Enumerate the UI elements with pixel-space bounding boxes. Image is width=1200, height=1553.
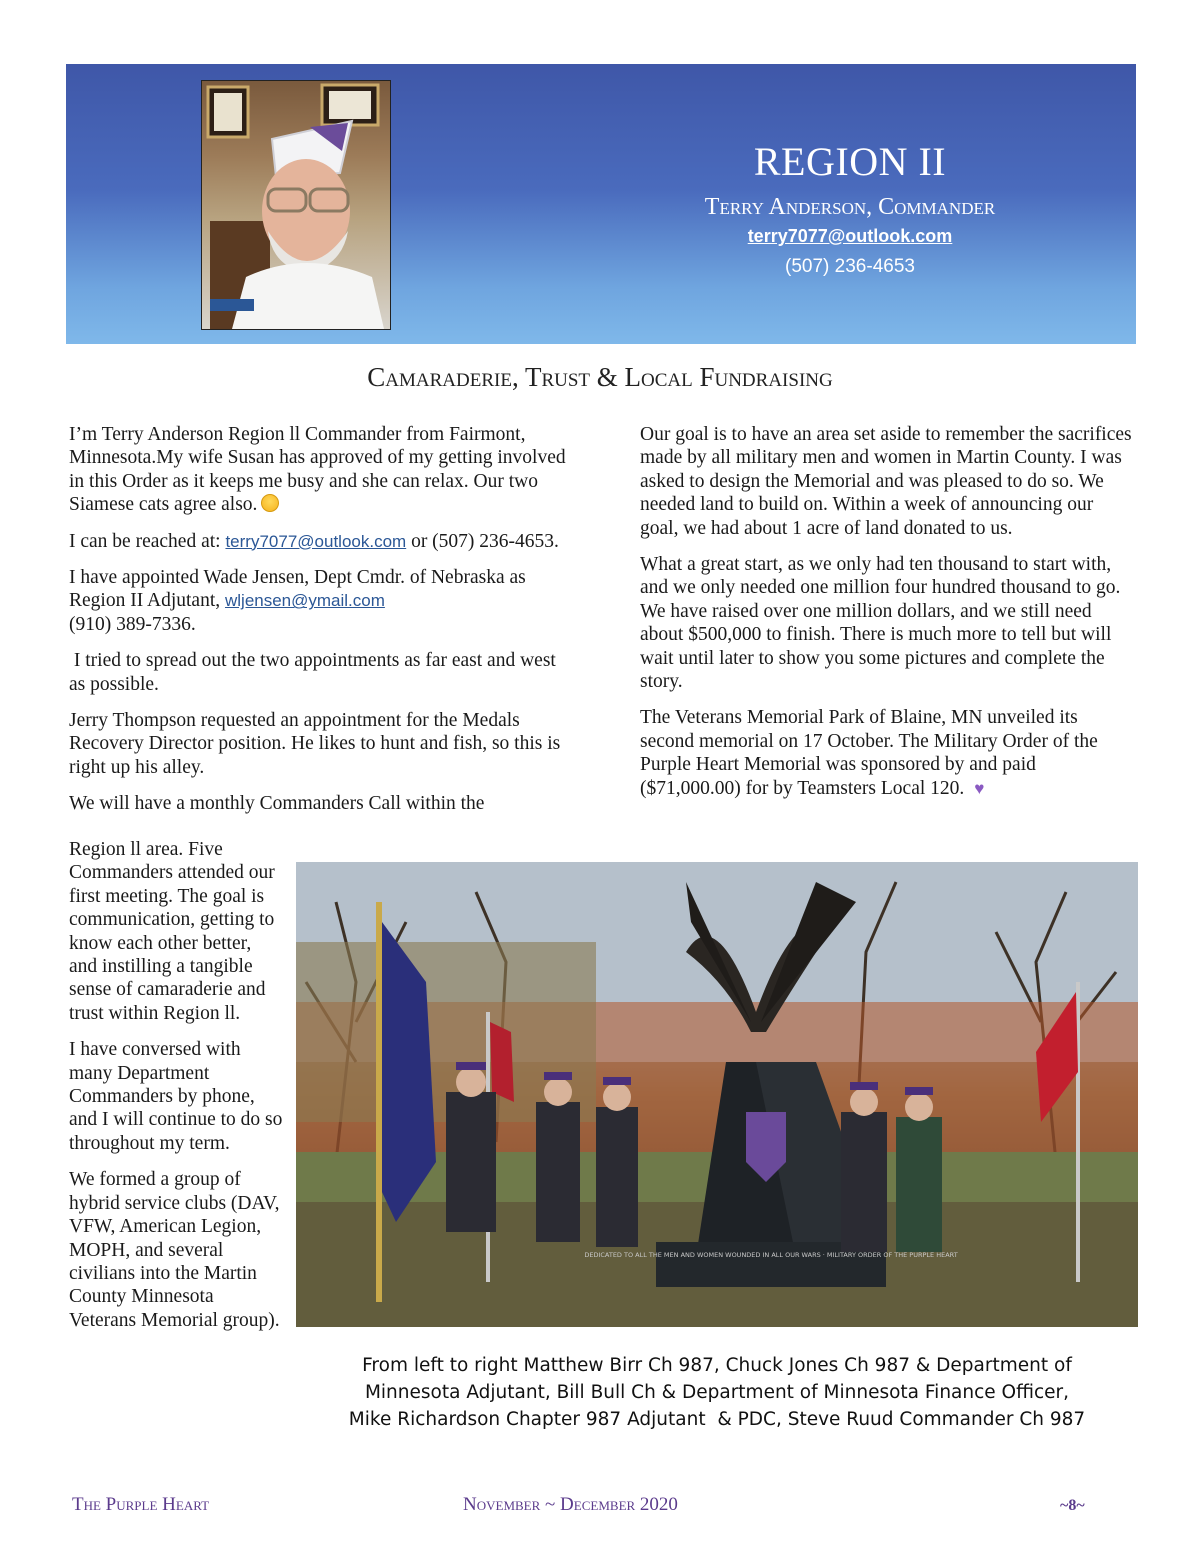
left-column-narrow bbox=[69, 838, 284, 1345]
caption-line: Minnesota Adjutant, Bill Bull Ch & Department of Minnesota Finance Officer, bbox=[364, 1382, 1070, 1403]
paragraph: I tried to spread out the two appointments as far east and west as possible. bbox=[69, 650, 561, 695]
purple-heart-icon: ♥ bbox=[974, 778, 985, 798]
right-column bbox=[640, 423, 1135, 813]
memorial-photo bbox=[296, 862, 1138, 1327]
email-link[interactable]: terry7077@outlook.com bbox=[225, 531, 407, 551]
commander-portrait bbox=[201, 80, 391, 330]
monument-inscription: DEDICATED TO ALL THE MEN AND WOMEN WOUNDED IN ALL OUR WARS · MILITARY ORDER OF THE PURPLE HEART bbox=[584, 1251, 958, 1259]
paragraph-text: I can be reached at: bbox=[69, 530, 221, 552]
paragraph bbox=[69, 423, 569, 517]
paragraph: I have conversed with many Department Commanders by phone, and I will continue to do so throughout my term. bbox=[69, 1039, 283, 1154]
paragraph: Jerry Thompson requested an appointment for the Medals Recovery Director position. He likes to hunt and fish, so this is right up his alley. bbox=[69, 710, 561, 778]
footer-issue: November ~ December 2020 bbox=[463, 1494, 678, 1515]
paragraph-text: or (507) 236-4653. bbox=[411, 530, 559, 552]
paragraph-text: I have appointed Wade Jensen, Dept Cmdr. of Nebraska as Region II Adjutant, bbox=[69, 567, 526, 612]
caption-line: Mike Richardson Chapter 987 Adjutant & PDC, Steve Ruud Commander Ch 987 bbox=[348, 1409, 1086, 1430]
footer-publication: The Purple Heart bbox=[72, 1494, 210, 1515]
footer-page-number: ~8~ bbox=[1060, 1497, 1085, 1514]
paragraph: Our goal is to have an area set aside to remember the sacrifices made by all military men and women in Martin County. I was asked to design the Memorial and was pleased to do so. We needed land to build on. Within a week of announcing our goal, we had about 1 acre of land donated to us. bbox=[640, 424, 1132, 539]
commander-name: Terry Anderson, Commander bbox=[704, 194, 996, 220]
paragraph bbox=[69, 566, 569, 636]
paragraph-text: The Veterans Memorial Park of Blaine, MN unveiled its second memorial on 17 October. The Military Order of the Purple Heart Memorial was sponsored by and paid ($71,000.00) for by Teamsters Local 120. bbox=[640, 707, 1098, 799]
paragraph: Region ll area. Five Commanders attended our first meeting. The goal is communication, getting to know each other better, and instilling a tangible sense of camaraderie and trust within Region ll. bbox=[69, 839, 275, 1024]
article-headline: Camaraderie, Trust & Local Fundraising bbox=[367, 362, 833, 392]
commander-phone: (507) 236-4653 bbox=[785, 256, 915, 277]
photo-caption bbox=[296, 1352, 1138, 1433]
caption-line: From left to right Matthew Birr Ch 987, Chuck Jones Ch 987 & Department of bbox=[362, 1355, 1072, 1376]
smile-emoji-icon bbox=[261, 494, 279, 512]
commander-email-link[interactable]: terry7077@outlook.com bbox=[747, 226, 953, 246]
adjutant-email-link[interactable]: wljensen@ymail.com bbox=[224, 591, 385, 611]
paragraph-text: (910) 389-7336. bbox=[69, 613, 196, 635]
paragraph-text: I’m Terry Anderson Region ll Commander from Fairmont, Minnesota.My wife Susan has approved of my getting involved in this Order as it keeps me busy and she can relax. Our two Siamese cats agree also. bbox=[69, 424, 566, 516]
paragraph: We formed a group of hybrid service clubs (DAV, VFW, American Legion, MOPH, and several civilians into the Martin County Minnesota Veterans Memorial group). bbox=[69, 1169, 280, 1331]
paragraph: What a great start, as we only had ten thousand to start with, and we only needed one million four hundred thousand to go. We have raised over one million dollars, and we still need about $500,000 to finish. There is much more to tell but will wait until later to show you some pictures and complete the story. bbox=[640, 554, 1121, 693]
paragraph bbox=[69, 530, 569, 553]
left-column-top bbox=[69, 423, 569, 816]
region-title: REGION II bbox=[753, 139, 947, 184]
paragraph: We will have a monthly Commanders Call within the bbox=[69, 793, 485, 815]
paragraph bbox=[640, 706, 1135, 800]
